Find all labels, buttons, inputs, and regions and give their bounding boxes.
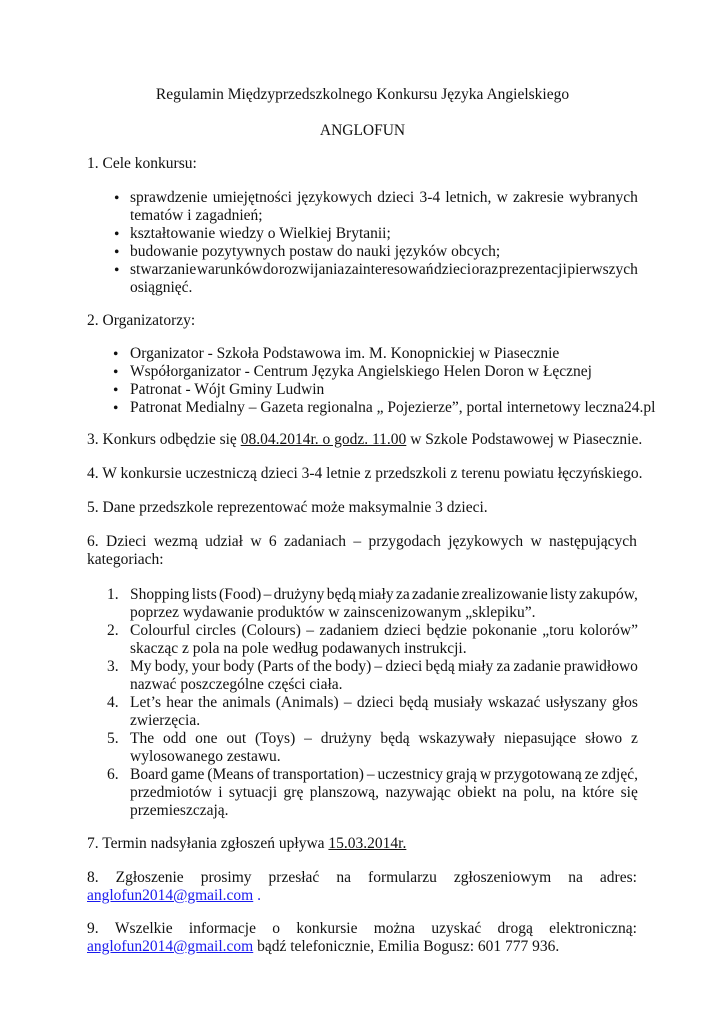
task-5-line-1 — [130, 730, 638, 748]
word: drogą — [497, 920, 533, 937]
word: w — [496, 189, 508, 206]
paragraph-6-line-1 — [87, 533, 637, 551]
p3-pre: 3. Konkurs odbędzie się — [87, 431, 241, 448]
task-6-number: 6. — [107, 766, 119, 783]
task-2-number: 2. — [107, 622, 119, 639]
paragraph-7 — [87, 835, 406, 853]
paragraph-4: 4. W konkursie uczestniczą dzieci 3-4 letnie z przedszkoli z terenu powiatu łęczyńskiego. — [87, 465, 643, 482]
word: Board — [130, 766, 168, 783]
document-subtitle: ANGLOFUN — [319, 122, 406, 139]
word: musiały — [433, 694, 483, 711]
word: (Toys) — [255, 730, 296, 747]
word: na — [561, 784, 576, 801]
word: sytuacji — [228, 784, 278, 801]
patron: Patronat - Wójt Gminy Ludwin — [130, 381, 325, 398]
goal-3: budowanie pozytywnych postaw do nauki języków obcych; — [130, 243, 501, 260]
email-link[interactable]: anglofun2014@gmail.com — [87, 887, 254, 904]
word: (Parts — [257, 658, 294, 675]
word: można — [373, 920, 416, 937]
p7-pre: 7. Termin nadsyłania zgłoszeń upływa — [87, 835, 329, 852]
word: na — [502, 784, 518, 801]
word: body) — [335, 658, 372, 675]
word: – — [263, 586, 272, 603]
task-3-number: 3. — [107, 658, 119, 675]
task-1-number: 1. — [107, 586, 119, 603]
word: będą — [425, 658, 455, 675]
word: 6. — [87, 533, 99, 550]
goal-1-line-2: tematów i zagadnień; — [130, 207, 263, 224]
word: drużyny — [320, 730, 372, 747]
word: wybranych — [569, 189, 638, 206]
task-6-line-2 — [130, 784, 638, 802]
word: Wszelkie — [114, 920, 173, 937]
word: zdjęć, — [601, 766, 638, 783]
word: językowych — [297, 189, 372, 206]
trailing-dot: . — [257, 887, 261, 904]
word: zadaniach — [284, 533, 347, 550]
word: i — [218, 784, 223, 801]
word: ze — [584, 766, 599, 783]
word: polu, — [523, 784, 555, 801]
word: słowo — [585, 730, 623, 747]
word: do — [262, 261, 279, 278]
word: kolorów” — [579, 622, 638, 639]
word: zgłoszeniowym — [453, 869, 552, 886]
word: usłyszany — [545, 694, 607, 711]
media-patron: Patronat Medialny – Gazeta regionalna „ Pojezierze”, portal internetowy leczna24.pl — [130, 399, 656, 416]
paragraph-3 — [87, 431, 642, 449]
word: głos — [612, 694, 638, 711]
word: zadaniem — [319, 622, 379, 639]
word: Let’s — [130, 694, 161, 711]
task-3-line-2: nazwać poszczególne części ciała. — [130, 676, 343, 693]
word: miały — [358, 586, 394, 603]
word: hear — [166, 694, 193, 711]
bullet-glyph: • — [114, 262, 120, 279]
word: (Animals) — [275, 694, 339, 711]
word: będą — [399, 694, 429, 711]
paragraph-9-line-1 — [87, 920, 637, 938]
word: grę — [283, 784, 304, 801]
word: lists — [191, 586, 217, 603]
task-1-line-2: poprzez wydawanie produktów w zainscenizowanym „sklepiku”. — [130, 604, 536, 621]
word: o — [272, 920, 281, 937]
section-2-heading: 2. Organizatorzy: — [87, 312, 196, 329]
word: oraz — [471, 261, 499, 278]
word: „toru — [542, 622, 575, 639]
bullet-glyph: • — [113, 364, 119, 381]
word: My — [130, 658, 152, 675]
goal-2: kształtowanie wiedzy o Wielkiej Brytanii; — [130, 225, 391, 242]
word: wezmą — [153, 533, 198, 550]
word: rozwijania — [278, 261, 345, 278]
word: w — [530, 533, 542, 550]
task-1-line-1 — [130, 586, 638, 604]
word: Colourful — [130, 622, 191, 639]
task-2-line-1 — [130, 622, 638, 640]
bullet-glyph: • — [114, 190, 120, 207]
word: zakresie — [513, 189, 564, 206]
word: warunków — [196, 261, 263, 278]
word: Zgłoszenie — [115, 869, 184, 886]
word: uzyskać — [431, 920, 482, 937]
word: circles — [195, 622, 237, 639]
word: dzieci — [356, 694, 394, 711]
task-5-number: 5. — [107, 730, 119, 747]
word: z — [631, 730, 638, 747]
word: na — [568, 869, 583, 886]
word: dzieci — [385, 658, 423, 675]
goal-4-line-1 — [130, 261, 638, 279]
task-4-line-1 — [130, 694, 638, 712]
word: grają — [445, 766, 477, 783]
word: Dzieci — [106, 533, 147, 550]
word: – — [353, 533, 362, 550]
word: dzieci — [377, 189, 415, 206]
email-link[interactable]: anglofun2014@gmail.com — [87, 938, 254, 955]
task-3-line-1 — [130, 658, 638, 676]
word: prezentacji — [498, 261, 567, 278]
bullet-glyph: • — [114, 226, 120, 243]
p9-post: bądź telefonicznie, Emilia Bogusz: 601 777 936. — [253, 938, 560, 955]
word: nazywając — [385, 784, 451, 801]
word: wskazywały — [418, 730, 496, 747]
word: w — [250, 533, 262, 550]
word: 3-4 — [419, 189, 441, 206]
bullet-glyph: • — [114, 244, 120, 261]
section-1-heading: 1. Cele konkursu: — [87, 155, 197, 172]
word: przesłać — [268, 869, 320, 886]
word: 9. — [87, 920, 99, 937]
word: 8. — [87, 869, 99, 886]
word: planszową, — [309, 784, 380, 801]
task-5-line-2: wylosowanego zestawu. — [130, 748, 281, 765]
task-4-number: 4. — [107, 694, 119, 711]
co-organizer: Współorganizator - Centrum Języka Angielskiego Helen Doron w Łęcznej — [130, 363, 592, 380]
word: pierwszych — [567, 261, 638, 278]
word: przygotowaną — [493, 766, 582, 783]
word: przygodach — [368, 533, 441, 550]
word: będzie — [426, 622, 467, 639]
word: your — [191, 658, 221, 675]
bullet-glyph: • — [113, 346, 119, 363]
task-4-line-2: zwierzęcia. — [130, 712, 201, 729]
word: – — [366, 766, 375, 783]
word: (Colours) — [241, 622, 301, 639]
word: miały — [457, 658, 494, 675]
word: przedmiotów — [130, 784, 212, 801]
task-6-line-3: przemieszczają. — [130, 802, 229, 819]
word: za — [496, 658, 511, 675]
word: stwarzanie — [130, 261, 197, 278]
task-6-line-1 — [130, 766, 638, 784]
word: of — [296, 658, 310, 675]
word: dzieci — [384, 622, 422, 639]
word: adres: — [599, 869, 637, 886]
word: następujących — [549, 533, 637, 550]
paragraph-8-line-2 — [87, 887, 261, 905]
word: letnich, — [445, 189, 492, 206]
word: językowych — [448, 533, 524, 550]
word: informacje — [188, 920, 256, 937]
deadline-date: 15.03.2014r. — [328, 835, 407, 852]
contest-date: 08.04.2014r. o godz. 11.00 — [240, 431, 407, 448]
word: out — [226, 730, 247, 747]
word: (Food) — [219, 586, 262, 603]
word: zrealizowanie — [461, 586, 548, 603]
paragraph-6-line-2: kategoriach: — [87, 551, 164, 568]
word: wskazać — [487, 694, 541, 711]
word: konkursie — [296, 920, 358, 937]
word: się — [620, 784, 638, 801]
goal-4-line-2: osiągnięć. — [130, 279, 193, 296]
bullet-glyph: • — [113, 382, 119, 399]
word: 6 — [268, 533, 277, 550]
word: The — [130, 730, 155, 747]
word: one — [195, 730, 218, 747]
word: – — [374, 658, 383, 675]
word: zadanie — [513, 658, 561, 675]
bullet-glyph: • — [113, 400, 119, 417]
word: elektroniczną: — [549, 920, 637, 937]
word: the — [312, 658, 332, 675]
word: drużyny — [273, 586, 325, 603]
word: animals — [222, 694, 271, 711]
word: formularzu — [368, 869, 437, 886]
word: umiejętności — [212, 189, 292, 206]
word: of — [256, 766, 270, 783]
word: the — [198, 694, 218, 711]
task-2-line-2: skacząc z pola na pole według podawanych instrukcji. — [130, 640, 467, 657]
word: transportation) — [272, 766, 364, 783]
word: zadanie — [412, 586, 460, 603]
word: które — [582, 784, 615, 801]
word: dzieci — [434, 261, 472, 278]
word: prosimy — [200, 869, 252, 886]
word: udział — [205, 533, 243, 550]
word: na — [336, 869, 351, 886]
word: w — [479, 766, 492, 783]
word: body, — [154, 658, 189, 675]
word: – — [343, 694, 352, 711]
word: będą — [326, 586, 356, 603]
word: obiekt — [457, 784, 497, 801]
organizer: Organizator - Szkoła Podstawowa im. M. Konopnickiej w Piasecznie — [130, 345, 560, 362]
word: odd — [162, 730, 187, 747]
p3-post: w Szkole Podstawowej w Piasecznie. — [406, 431, 643, 448]
word: (Means — [207, 766, 254, 783]
paragraph-5: 5. Dane przedszkole reprezentować może maksymalnie 3 dzieci. — [87, 499, 488, 516]
word: – — [306, 622, 314, 639]
document-title: Regulamin Międzyprzedszkolnego Konkursu Języka Angielskiego — [155, 86, 570, 103]
goal-1-line-1 — [130, 189, 638, 207]
word: prawidłowo — [563, 658, 638, 675]
word: niepasujące — [503, 730, 577, 747]
word: zakupów, — [579, 586, 638, 603]
word: uczestnicy — [377, 766, 443, 783]
word: listy — [550, 586, 577, 603]
word: pokonanie — [472, 622, 537, 639]
word: Shopping — [130, 586, 190, 603]
word: sprawdzenie — [130, 189, 208, 206]
word: zainteresowań — [344, 261, 434, 278]
word: – — [304, 730, 312, 747]
paragraph-9-line-2 — [87, 938, 559, 956]
word: body — [223, 658, 255, 675]
word: za — [395, 586, 410, 603]
paragraph-8-line-1 — [87, 869, 637, 887]
word: game — [170, 766, 205, 783]
word: będą — [380, 730, 410, 747]
